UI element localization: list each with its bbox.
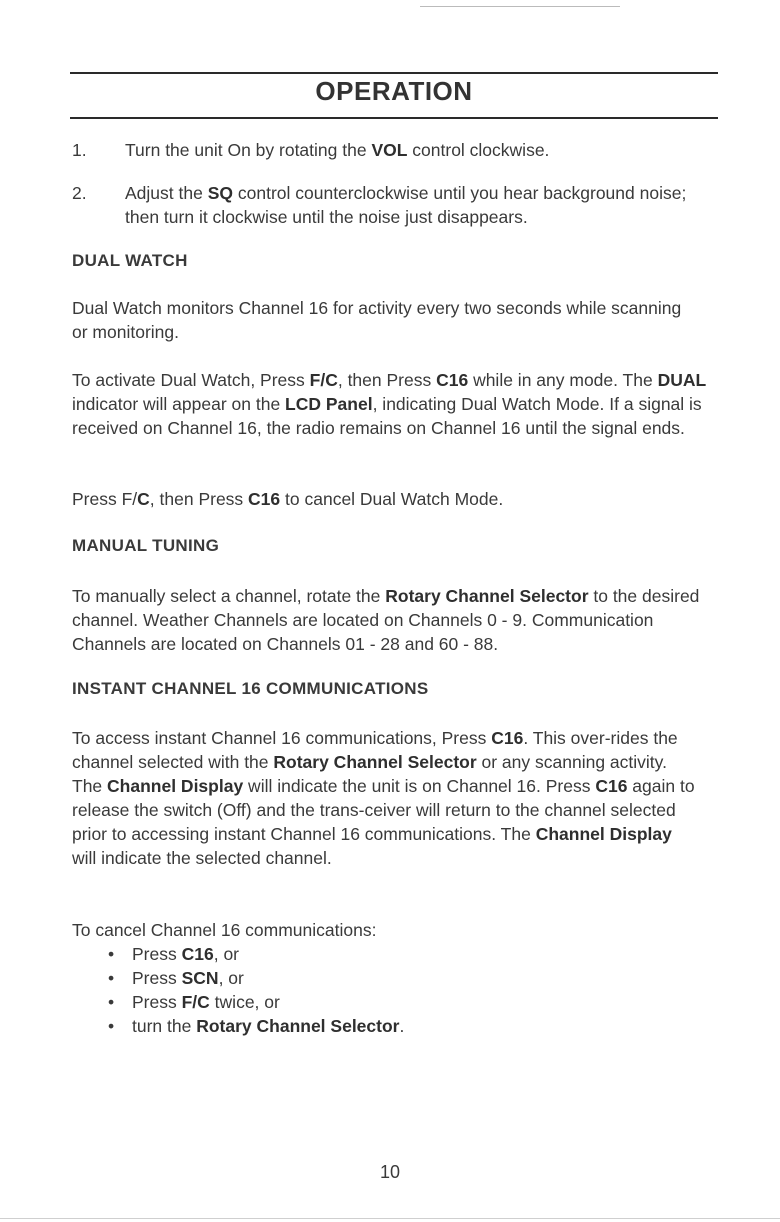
list-item: • Press F/C twice, or <box>108 992 280 1012</box>
page-title: OPERATION <box>315 76 473 106</box>
dual-watch-p1: Dual Watch monitors Channel 16 for activity every two seconds while scanning or monitoring. <box>72 298 682 342</box>
manual-tuning-p1: To manually select a channel, rotate the Rotary Channel Selector to the desired channel. Weather Channels are located on Channels 0 - 9. Communication Channels are located on Channels 01 - 28 and 60 - 88. <box>72 586 700 654</box>
dual-watch-p2: To activate Dual Watch, Press F/C, then Press C16 while in any mode. The DUAL indicator will appear on the LCD Panel, indicating Dual Watch Mode. If a signal is received on Channel 16, the radio remains on Channel 16 until the signal ends. <box>72 370 707 438</box>
step-number: 2. <box>72 183 87 203</box>
cancel-options-list <box>72 942 732 1038</box>
step-number: 1. <box>72 140 87 160</box>
bullet-icon: • <box>108 944 115 964</box>
scan-artifact-top <box>420 6 620 7</box>
title-rule-bottom <box>70 117 718 119</box>
dual-watch-heading: DUAL WATCH <box>72 251 188 270</box>
step-2 <box>72 181 722 229</box>
bullet-icon: • <box>108 968 115 988</box>
instant-16-p1: To access instant Channel 16 communications, Press C16. This over-rides the channel selected with the Rotary Channel Selector or any scanning activity. The Channel Display will indicate the unit is on Channel 16. Press C16 again to release the switch (Off) and the trans-ceiver will return to the channel selected prior to accessing instant Channel 16 communications. The Channel Display will indicate the selected channel. <box>72 728 695 868</box>
dual-watch-p3: Press F/C, then Press C16 to cancel Dual Watch Mode. <box>72 489 504 509</box>
manual-tuning-heading: MANUAL TUNING <box>72 536 220 555</box>
list-item: • Press SCN, or <box>108 968 244 988</box>
title-rule-top <box>70 72 718 74</box>
bullet-icon: • <box>108 1016 115 1036</box>
page-number: 10 <box>379 1162 401 1182</box>
instant-16-heading: INSTANT CHANNEL 16 COMMUNICATIONS <box>72 679 429 698</box>
step-text: Adjust the SQ control counterclockwise until you hear background noise; then turn it clockwise until the noise just disappears. <box>125 183 687 227</box>
scan-artifact-bottom <box>0 1218 780 1219</box>
step-text: Turn the unit On by rotating the VOL control clockwise. <box>125 140 550 160</box>
bullet-icon: • <box>108 992 115 1012</box>
list-item: • turn the Rotary Channel Selector. <box>108 1016 405 1036</box>
list-item: • Press C16, or <box>108 944 240 964</box>
step-1 <box>72 138 732 162</box>
instant-16-p2: To cancel Channel 16 communications: <box>72 920 377 940</box>
